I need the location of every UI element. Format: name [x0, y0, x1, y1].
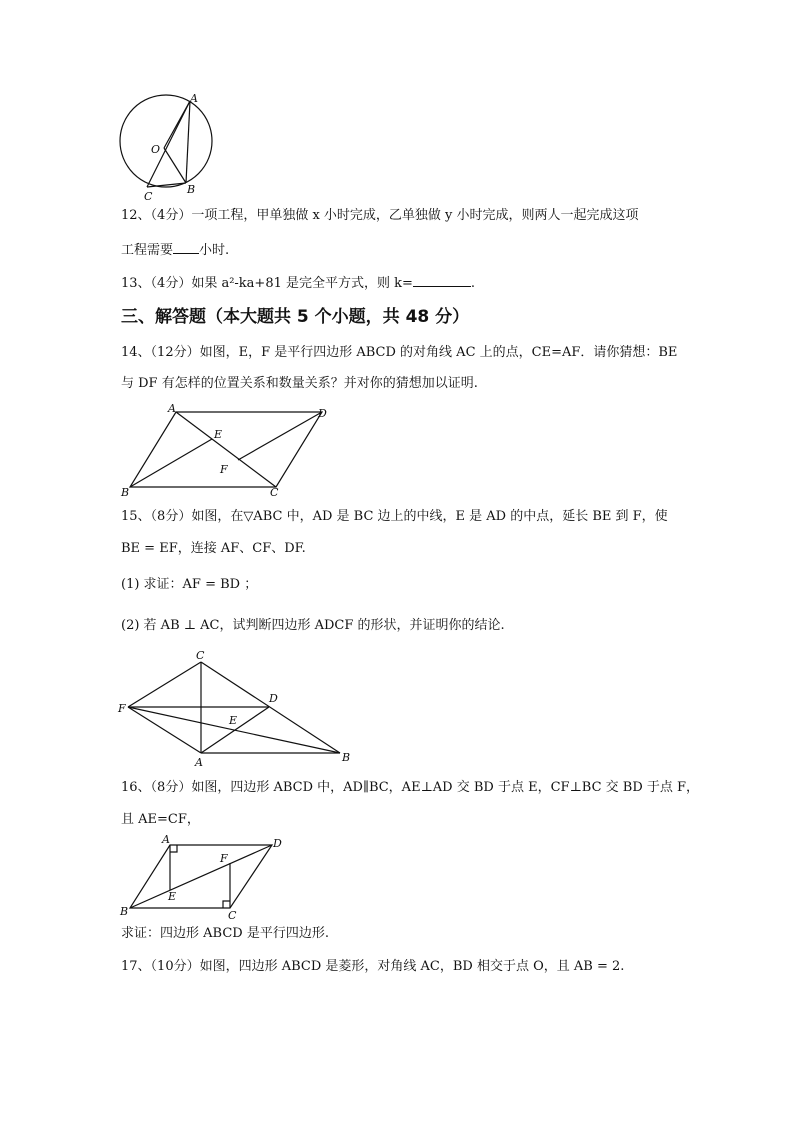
label-F: F: [118, 702, 126, 715]
label-C: C: [144, 190, 153, 203]
right-angle-mark-A: [170, 845, 177, 852]
label-F: F: [220, 852, 228, 865]
q13-pre: 13、（4分）如果 a²-ka+81 是完全平方式，则 k=: [121, 276, 413, 291]
q14-line1: 14、（12分）如图，E，F 是平行四边形 ABCD 的对角线 AC 上的点，CE=AF．请你猜想：BE: [121, 345, 678, 360]
label-F: F: [220, 463, 228, 476]
q15-figure: [112, 645, 357, 770]
q15-line2: BE = EF，连接 AF、CF、DF.: [121, 541, 306, 556]
q15-part1: (1) 求证：AF = BD ；: [121, 577, 258, 592]
q16-figure: [116, 832, 291, 924]
q16-line2: 且 AE=CF，: [121, 812, 200, 827]
label-B: B: [120, 905, 129, 918]
segment-OA: [164, 101, 190, 148]
q15-part2: (2) 若 AB ⊥ AC，试判断四边形 ADCF 的形状，并证明你的结论.: [121, 618, 505, 633]
q14-figure: [116, 400, 346, 505]
section-3-title: 三、解答题（本大题共 5 个小题，共 48 分）: [121, 307, 470, 327]
label-A: A: [190, 92, 198, 105]
circle-figure: [110, 90, 230, 203]
label-C: C: [270, 486, 279, 499]
label-B: B: [187, 183, 196, 196]
label-O: O: [151, 143, 161, 156]
segment-DF: [238, 412, 322, 460]
q13-line: [121, 273, 475, 293]
segment-CF: [128, 662, 201, 707]
label-E: E: [168, 890, 177, 903]
q13-answer-blank: [413, 273, 471, 287]
segment-AB: [186, 101, 190, 183]
right-angle-mark-C: [223, 901, 230, 908]
q12-line2-post: 小时.: [199, 243, 230, 258]
label-C: C: [228, 909, 237, 922]
q13-post: .: [470, 276, 476, 291]
q17-line1: 17、（10分）如图，四边形 ABCD 是菱形，对角线 AC，BD 相交于点 O，且 AB = 2.: [121, 959, 625, 974]
segment-BE: [130, 439, 212, 487]
q12-line2: [121, 240, 229, 260]
label-D: D: [318, 407, 327, 420]
segment-OB: [164, 148, 186, 183]
q12-line1: 12、（4分）一项工程，甲单独做 x 小时完成，乙单独做 y 小时完成，则两人一起完成这项: [121, 208, 639, 223]
q16-line1: 16、（8分）如图，四边形 ABCD 中，AD∥BC，AE⊥AD 交 BD 于点 E，CF⊥BC 交 BD 于点 F，: [121, 780, 700, 795]
label-C: C: [196, 649, 205, 662]
circle-outline: [120, 95, 212, 187]
label-A: A: [195, 756, 203, 769]
label-E: E: [229, 714, 238, 727]
q12-line2-pre: 工程需要: [121, 243, 174, 258]
label-A: A: [162, 833, 170, 846]
q12-answer-blank: [173, 240, 199, 254]
q14-line2: 与 DF 有怎样的位置关系和数量关系？并对你的猜想加以证明.: [121, 376, 478, 391]
label-A: A: [168, 402, 176, 415]
q16-prove: 求证：四边形 ABCD 是平行四边形.: [121, 926, 329, 941]
label-D: D: [273, 837, 282, 850]
label-B: B: [342, 751, 351, 764]
q15-line1: 15、（8分）如图，在▽ABC 中，AD 是 BC 边上的中线，E 是 AD 的中点，延长 BE 到 F，使: [121, 509, 668, 524]
segment-FA: [128, 707, 201, 753]
label-E: E: [214, 428, 223, 441]
label-B: B: [121, 486, 130, 499]
label-D: D: [269, 692, 278, 705]
